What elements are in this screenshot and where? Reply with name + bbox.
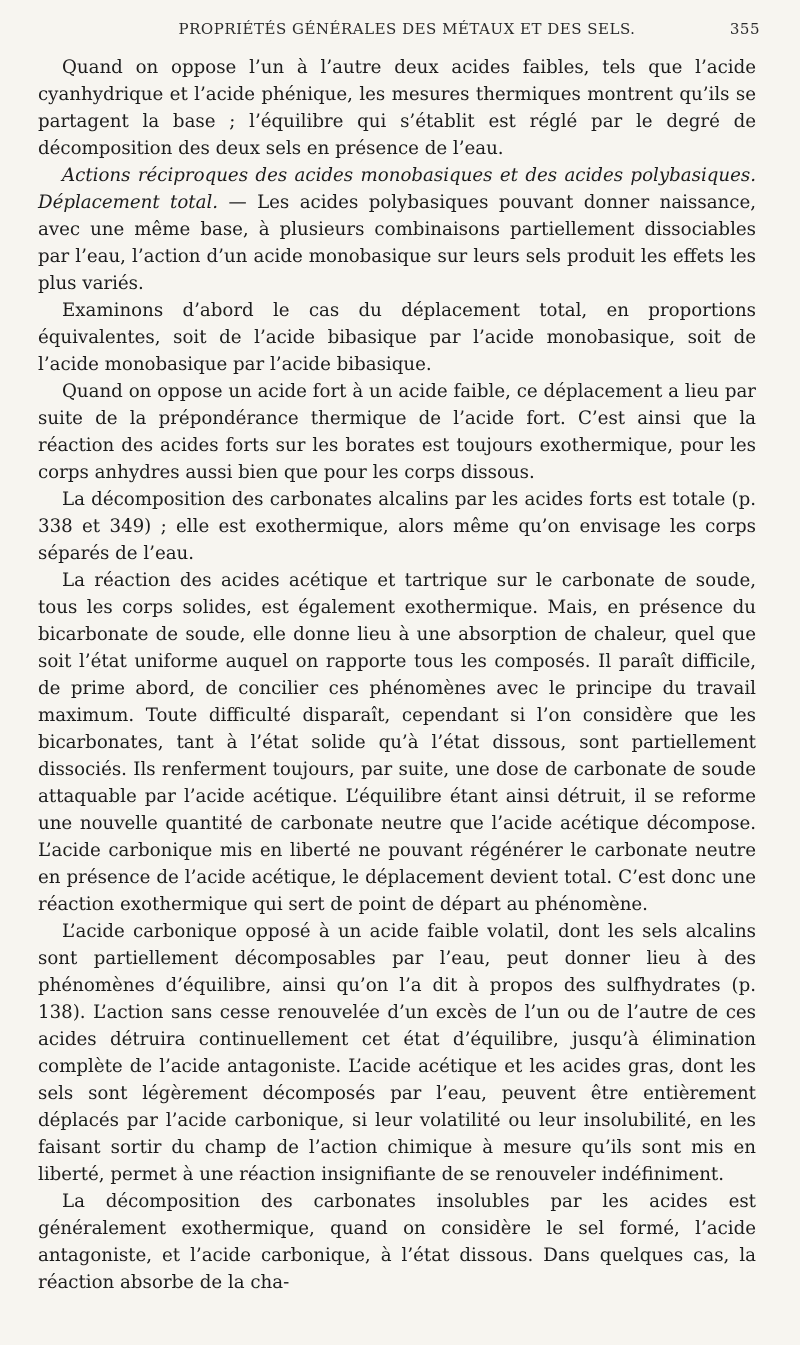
running-head [38, 20, 760, 42]
paragraph-total-displacement: Examinons d’abord le cas du déplacement total, en proportions équivalentes, soit de l’acide bibasique par l’acide monobasique, soit de l’acide monobasique par l’acide bibasique. [38, 300, 756, 375]
section-title: Actions réciproques des acides monobasiques et des acides polybasiques. [62, 165, 756, 186]
section-heading-paragraph [38, 162, 756, 297]
paragraph-insoluble-carbonates: La décomposition des carbonates insolubles par les acides est généralement exothermique, quand on considère le sel formé, l’acide antagoniste, et l’acide carbonique, à l’état dissous. Dans quelques cas, la réaction absorbe de la cha- [38, 1191, 756, 1293]
body-text [38, 54, 756, 1296]
paragraph-acetic-tartaric: La réaction des acides acétique et tartrique sur le carbonate de soude, tous les corps solides, est également exothermique. Mais, en présence du bicarbonate de soude, elle donne lieu à une absorption de chaleur, quel que soit l’état uniforme auquel on rapporte tous les composés. Il paraît difficile, de prime abord, de concilier ces phénomènes avec le principe du travail maximum. Toute difficulté disparaît, cependant si l’on considère que les bicarbonates, tant à l’état solide qu’à l’état dissous, sont partiellement dissociés. Ils renferment toujours, par suite, une dose de carbonate de soude attaquable par l’acide acétique. L’équilibre étant ainsi détruit, il se reforme une nouvelle quantité de carbonate neutre que l’acide acétique décompose. L’acide carbonique mis en liberté ne pouvant régénérer le carbonate neutre en présence de l’acide acétique, le déplacement devient total. C’est donc une réaction exothermique qui sert de point de départ au phénomène. [38, 570, 756, 915]
page-number: 355 [729, 20, 760, 38]
paragraph-alkaline-carbonates: La décomposition des carbonates alcalins par les acides forts est totale (p. 338 et 349) ; elle est exothermique, alors même qu’on envisage les corps séparés de l’eau. [38, 489, 756, 564]
section-intro-text: — Les acides polybasiques pouvant donner naissance, avec une même base, à plusieurs combinaisons partiellement dissociables par l’eau, l’action d’un acide monobasique sur leurs sels produit les effets les plus variés. [38, 192, 756, 294]
paragraph-carbonic-acid: L’acide carbonique opposé à un acide faible volatil, dont les sels alcalins sont partiellement décomposables par l’eau, peut donner lieu à des phénomènes d’équilibre, ainsi qu’on l’a dit à propos des sulfhydrates (p. 138). L’action sans cesse renouvelée d’un excès de l’un ou de l’autre de ces acides détruira continuellement cet état d’équilibre, jusqu’à élimination complète de l’acide antagoniste. L’acide acétique et les acides gras, dont les sels sont légèrement décomposés par l’eau, peuvent être entièrement déplacés par l’acide carbonique, si leur volatilité ou leur insolubilité, en les faisant sortir du champ de l’action chimique à mesure qu’ils sont mis en liberté, permet à une réaction insignifiante de se renouveler indéfiniment. [38, 921, 756, 1185]
section-subtitle: Déplacement total. [38, 192, 219, 213]
paragraph-strong-vs-weak: Quand on oppose un acide fort à un acide faible, ce déplacement a lieu par suite de la prépondérance thermique de l’acide fort. C’est ainsi que la réaction des acides forts sur les borates est toujours exothermique, pour les corps anhydres aussi bien que pour les corps dissous. [38, 381, 756, 483]
paragraph-weak-acids: Quand on oppose l’un à l’autre deux acides faibles, tels que l’acide cyanhydrique et l’acide phénique, les mesures thermiques montrent qu’ils se partagent la base ; l’équilibre qui s’établit est réglé par le degré de décomposition des deux sels en présence de l’eau. [38, 57, 756, 159]
running-title: PROPRIÉTÉS GÉNÉRALES DES MÉTAUX ET DES SELS. [178, 20, 636, 38]
